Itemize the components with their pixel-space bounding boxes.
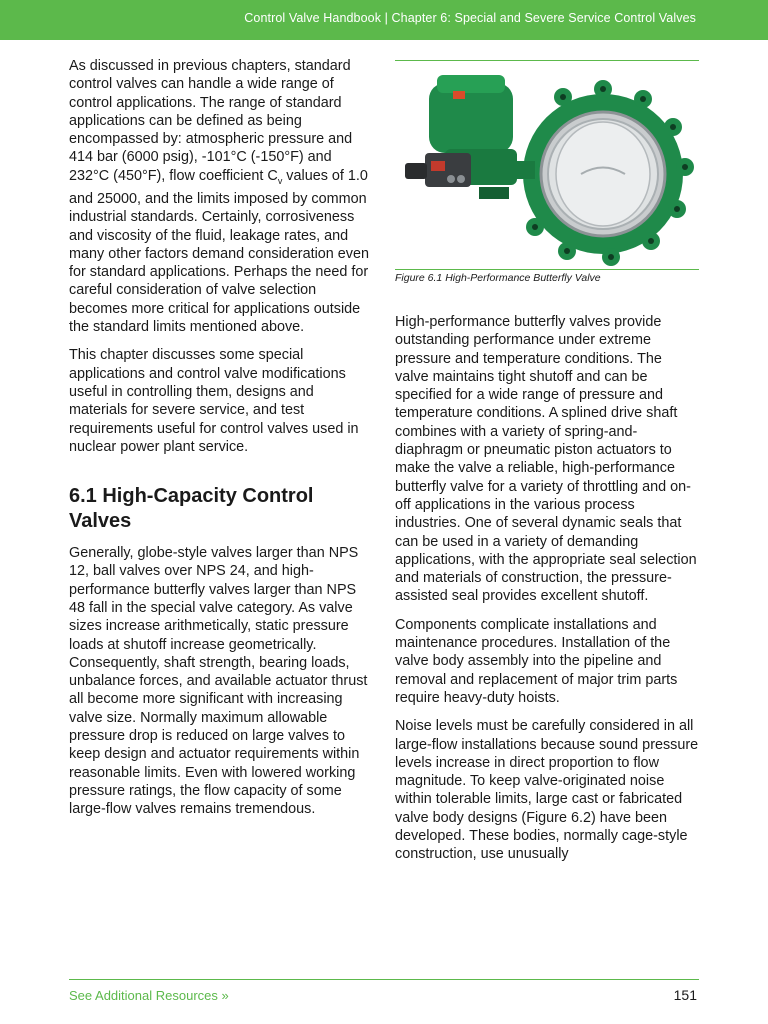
footer-rule	[69, 979, 699, 980]
valve-flange	[523, 80, 694, 266]
noise-levels-paragraph: Noise levels must be carefully considered in all large-flow installations because sound pressure levels increase in direct proportion to flow magnitude. To keep valve-originated noise within tolerable limits, large cast or fabricated valve body designs (Figure 6.2) have been developed. These bodies, normally cage-style construction, use unusually	[395, 718, 699, 863]
figure-6-1	[395, 61, 699, 269]
components-paragraph: Components complicate installations and maintenance procedures. Installation of the valve body assembly into the pipeline and removal and replacement of major trim parts require heavy-duty hoists.	[395, 616, 678, 706]
butterfly-valve-illustration	[395, 61, 699, 269]
figure-caption: Figure 6.1 High-Performance Butterfly Valve	[395, 272, 601, 284]
right-column	[395, 60, 699, 874]
valve-actuator	[405, 75, 535, 199]
figure-bottom-rule	[395, 269, 699, 270]
intro-text-part2: values of 1.0 and 25000, and the limits imposed by common industrial standards. Certainly, corrosiveness and viscosity of the fluid, leakage rates, and many other factors demand consideration even for standard applications. Perhaps the need for careful consideration of valve selection becomes more critical for applications outside the standard limits mentioned above.	[69, 167, 369, 336]
intro-text-part1: As discussed in previous chapters, standard control valves can handle a wide range of control applications. The range of standard applications can be defined as being encompassed by: atmospheric pressure and 414 bar (6000 psig), -101°C (-150°F) and 232°C (450°F), flow coefficient C	[69, 58, 353, 184]
left-column	[69, 57, 375, 829]
butterfly-valve-paragraph: High-performance butterfly valves provide outstanding performance under extreme pressure and temperature conditions. The valve maintains tight shutoff and can be specified for a wide range of pressure and temperature conditions. A splined drive shaft combines with a variety of spring-and-diaphragm or pneumatic piston actuators to make the valve a reliable, high-performance butterfly valve for a variety of throttling and on-off applications in the various process industries. One of several dynamic seals that can be used in a variety of demanding applications, with the appropriate seal selection and materials of construction, the pressure-assisted seal provides excellent shutoff.	[395, 314, 697, 605]
page-number: 151	[673, 987, 697, 1003]
section-6-1-paragraph: Generally, globe-style valves larger than NPS 12, ball valves over NPS 24, and high-performance butterfly valves larger than NPS 48 fall in the special valve category. As valve sizes increase arithmetically, static pressure loads at shutoff increase geometrically. Consequently, shaft strength, bearing loads, unbalance forces, and available actuator thrust all become more significant with increasing valve size. Normally maximum allowable pressure drop is reduced on large valves to keep design and actuator requirements within reasonable limits. Even with lowered working pressure ratings, the flow capacity of some large-flow valves remains tremendous.	[69, 545, 368, 818]
intro-paragraph	[69, 57, 375, 336]
running-header-title: Control Valve Handbook | Chapter 6: Special and Severe Service Control Valves	[244, 11, 696, 25]
see-additional-resources-link[interactable]: See Additional Resources »	[69, 988, 229, 1003]
chapter-overview-paragraph: This chapter discusses some special applications and control valve modifications useful in controlling them, designs and materials for severe service, and test requirements useful for control valves used in nuclear power plant service.	[69, 347, 359, 455]
header-bar	[0, 0, 768, 40]
section-heading-6-1: 6.1 High-Capacity Control Valves	[69, 485, 314, 533]
cv-subscript: v	[277, 175, 283, 186]
